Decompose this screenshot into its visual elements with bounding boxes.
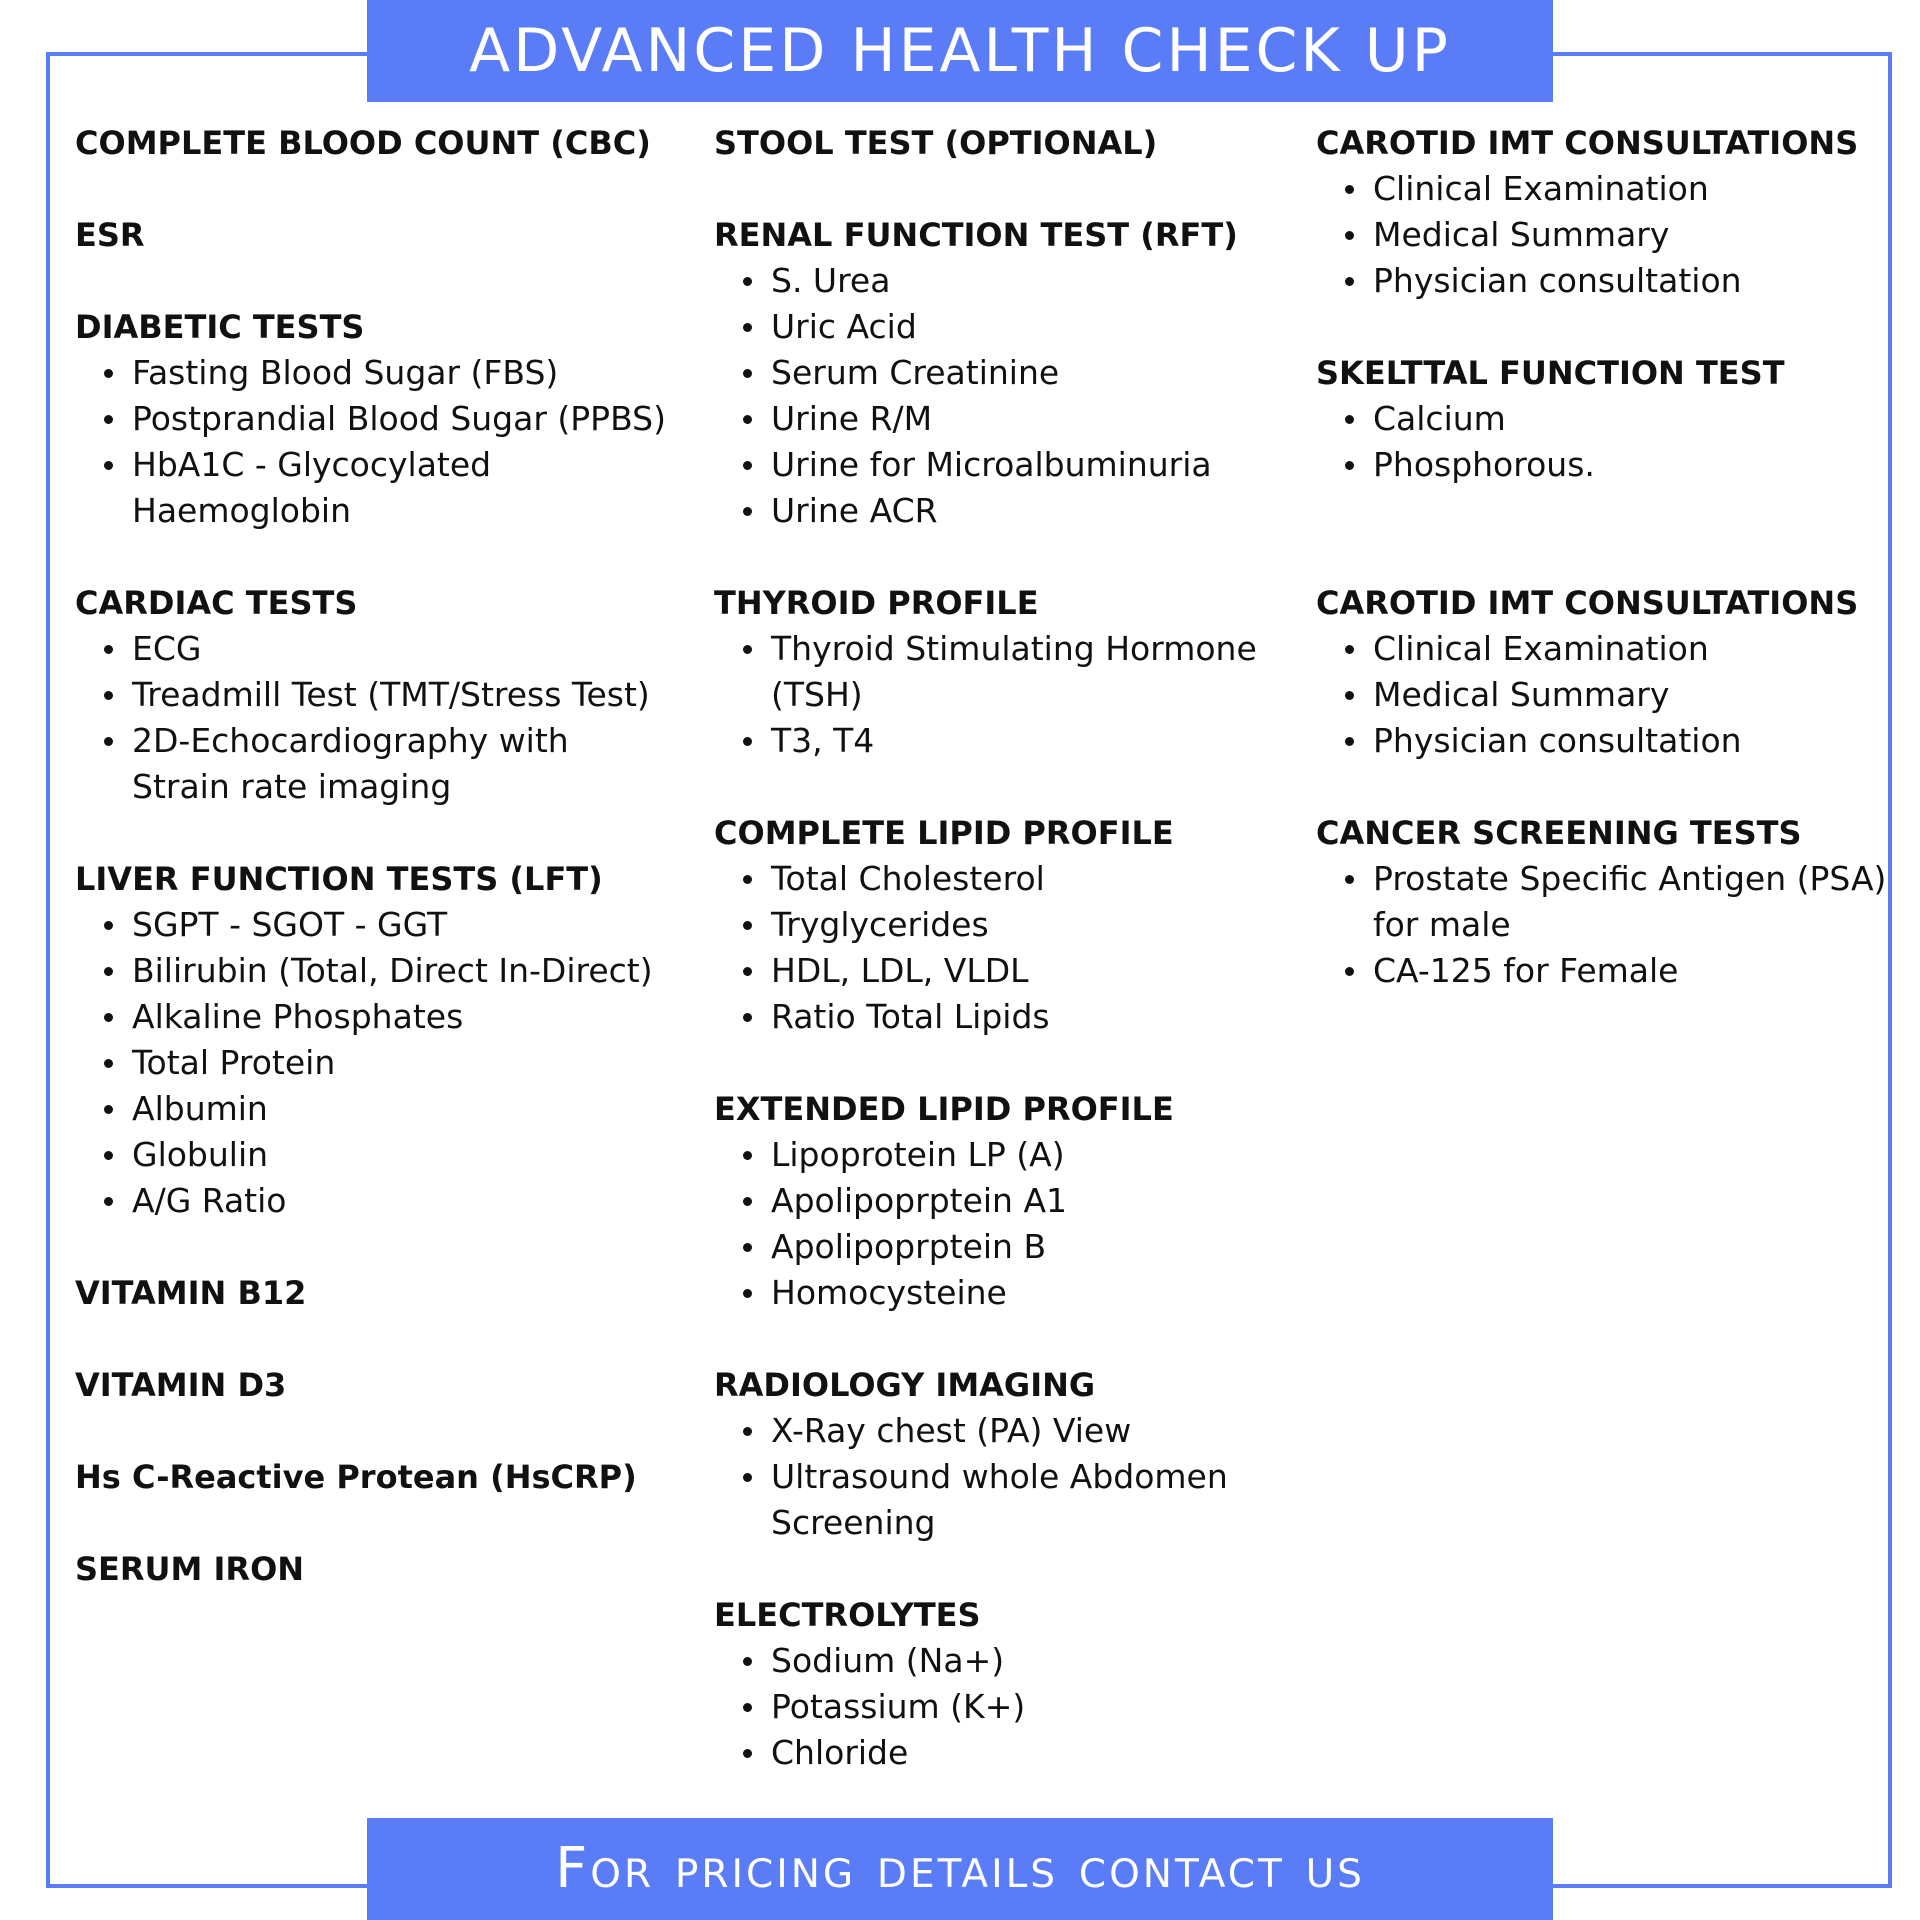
list-item: Uric Acid bbox=[714, 304, 1314, 350]
list-item: Apolipoprptein A1 bbox=[714, 1178, 1314, 1224]
list-item: S. Urea bbox=[714, 258, 1314, 304]
column-1 bbox=[75, 120, 675, 1638]
list-item: ECG bbox=[75, 626, 675, 672]
section-thyroid-profile bbox=[714, 580, 1314, 764]
section-serum-iron bbox=[75, 1546, 675, 1592]
section-complete-lipid-profile bbox=[714, 810, 1314, 1040]
section-title: COMPLETE LIPID PROFILE bbox=[714, 814, 1174, 852]
section-title: LIVER FUNCTION TESTS (LFT) bbox=[75, 860, 603, 898]
section-title: STOOL TEST (OPTIONAL) bbox=[714, 124, 1158, 162]
list-item: Fasting Blood Sugar (FBS) bbox=[75, 350, 675, 396]
list-item: Urine for Microalbuminuria bbox=[714, 442, 1314, 488]
list-item: Lipoprotein LP (A) bbox=[714, 1132, 1314, 1178]
item-list bbox=[714, 626, 1314, 764]
item-list bbox=[1316, 856, 1916, 994]
section-vitamin-b12 bbox=[75, 1270, 675, 1316]
item-list bbox=[75, 626, 675, 810]
section-title: ESR bbox=[75, 216, 145, 254]
section-esr bbox=[75, 212, 675, 258]
list-item: Potassium (K+) bbox=[714, 1684, 1314, 1730]
list-item: Ultrasound whole Abdomen Screening bbox=[714, 1454, 1314, 1546]
list-item: T3, T4 bbox=[714, 718, 1314, 764]
list-item: HDL, LDL, VLDL bbox=[714, 948, 1314, 994]
item-list bbox=[1316, 396, 1916, 488]
column-3 bbox=[1316, 120, 1916, 1040]
item-list bbox=[714, 856, 1314, 1040]
footer-banner bbox=[367, 1818, 1553, 1920]
section-title: Hs C-Reactive Protean (HsCRP) bbox=[75, 1458, 637, 1496]
section-renal-function-test bbox=[714, 212, 1314, 534]
list-item: Clinical Examination bbox=[1316, 626, 1916, 672]
section-title: EXTENDED LIPID PROFILE bbox=[714, 1090, 1174, 1128]
list-item: CA-125 for Female bbox=[1316, 948, 1916, 994]
section-title: VITAMIN B12 bbox=[75, 1274, 307, 1312]
section-title: SKELTTAL FUNCTION TEST bbox=[1316, 354, 1785, 392]
list-item: Postprandial Blood Sugar (PPBS) bbox=[75, 396, 675, 442]
list-item: Total Cholesterol bbox=[714, 856, 1314, 902]
item-list bbox=[714, 258, 1314, 534]
section-title: RENAL FUNCTION TEST (RFT) bbox=[714, 216, 1238, 254]
item-list bbox=[714, 1638, 1314, 1776]
section-cardiac-tests bbox=[75, 580, 675, 810]
section-title: DIABETIC TESTS bbox=[75, 308, 365, 346]
item-list bbox=[714, 1408, 1314, 1546]
section-title: CARDIAC TESTS bbox=[75, 584, 358, 622]
section-diabetic-tests bbox=[75, 304, 675, 534]
section-electrolytes bbox=[714, 1592, 1314, 1776]
section-title: CAROTID IMT CONSULTATIONS bbox=[1316, 584, 1859, 622]
list-item: Ratio Total Lipids bbox=[714, 994, 1314, 1040]
list-item: 2D-Echocardiography with Strain rate imaging bbox=[75, 718, 675, 810]
section-extended-lipid-profile bbox=[714, 1086, 1314, 1316]
list-item: Treadmill Test (TMT/Stress Test) bbox=[75, 672, 675, 718]
list-item: Clinical Examination bbox=[1316, 166, 1916, 212]
section-carotid-imt-consultations bbox=[1316, 120, 1916, 304]
page-title: ADVANCED HEALTH CHECK UP bbox=[469, 16, 1451, 86]
list-item: Physician consultation bbox=[1316, 258, 1916, 304]
column-2 bbox=[714, 120, 1314, 1822]
section-skeletal-function-test bbox=[1316, 350, 1916, 488]
section-title: ELECTROLYTES bbox=[714, 1596, 981, 1634]
section-cancer-screening-tests bbox=[1316, 810, 1916, 994]
section-carotid-imt-consultations-2 bbox=[1316, 580, 1916, 764]
list-item: Apolipoprptein B bbox=[714, 1224, 1314, 1270]
list-item: HbA1C - Glycocylated Haemoglobin bbox=[75, 442, 675, 534]
list-item: Globulin bbox=[75, 1132, 675, 1178]
list-item: Physician consultation bbox=[1316, 718, 1916, 764]
list-item: Calcium bbox=[1316, 396, 1916, 442]
list-item: Sodium (Na+) bbox=[714, 1638, 1314, 1684]
list-item: Alkaline Phosphates bbox=[75, 994, 675, 1040]
header-banner bbox=[367, 0, 1553, 102]
list-item: Homocysteine bbox=[714, 1270, 1314, 1316]
list-item: Chloride bbox=[714, 1730, 1314, 1776]
list-item: Total Protein bbox=[75, 1040, 675, 1086]
section-radiology-imaging bbox=[714, 1362, 1314, 1546]
list-item: Phosphorous. bbox=[1316, 442, 1916, 488]
list-item: Bilirubin (Total, Direct In-Direct) bbox=[75, 948, 675, 994]
item-list bbox=[75, 350, 675, 534]
item-list bbox=[75, 902, 675, 1224]
list-item: Tryglycerides bbox=[714, 902, 1314, 948]
section-liver-function-tests bbox=[75, 856, 675, 1224]
section-stool-test bbox=[714, 120, 1314, 166]
section-title: VITAMIN D3 bbox=[75, 1366, 287, 1404]
item-list bbox=[1316, 626, 1916, 764]
contact-text: For pricing details contact us bbox=[555, 1836, 1365, 1901]
list-item: Prostate Specific Antigen (PSA) for male bbox=[1316, 856, 1916, 948]
list-item: Medical Summary bbox=[1316, 672, 1916, 718]
section-title: SERUM IRON bbox=[75, 1550, 305, 1588]
list-item: Thyroid Stimulating Hormone (TSH) bbox=[714, 626, 1314, 718]
section-title: RADIOLOGY IMAGING bbox=[714, 1366, 1096, 1404]
section-vitamin-d3 bbox=[75, 1362, 675, 1408]
list-item: Medical Summary bbox=[1316, 212, 1916, 258]
section-hscrp bbox=[75, 1454, 675, 1500]
list-item: Albumin bbox=[75, 1086, 675, 1132]
item-list bbox=[714, 1132, 1314, 1316]
section-cbc bbox=[75, 120, 675, 166]
section-title: COMPLETE BLOOD COUNT (CBC) bbox=[75, 124, 651, 162]
section-title: CAROTID IMT CONSULTATIONS bbox=[1316, 124, 1859, 162]
item-list bbox=[1316, 166, 1916, 304]
list-item: Serum Creatinine bbox=[714, 350, 1314, 396]
list-item: Urine R/M bbox=[714, 396, 1314, 442]
list-item: A/G Ratio bbox=[75, 1178, 675, 1224]
list-item: SGPT - SGOT - GGT bbox=[75, 902, 675, 948]
section-title: CANCER SCREENING TESTS bbox=[1316, 814, 1802, 852]
list-item: Urine ACR bbox=[714, 488, 1314, 534]
list-item: X-Ray chest (PA) View bbox=[714, 1408, 1314, 1454]
section-title: THYROID PROFILE bbox=[714, 584, 1039, 622]
